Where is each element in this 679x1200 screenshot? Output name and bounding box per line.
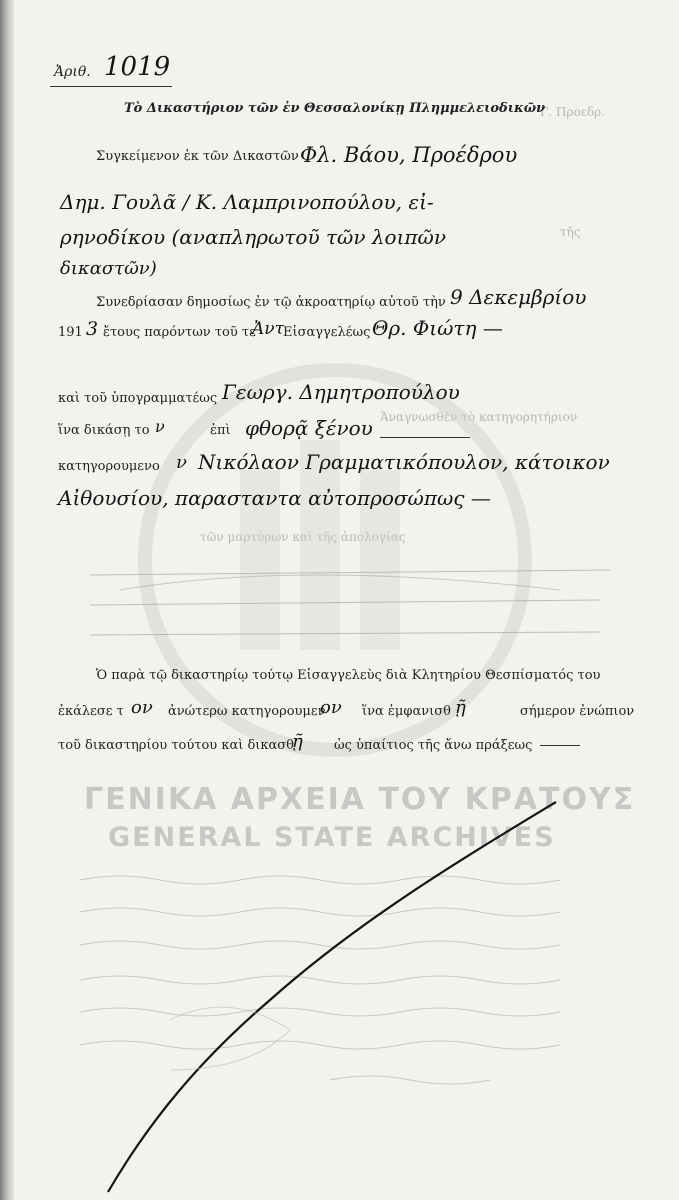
summons-line-3-a: τοῦ δικαστηρίου τούτου καὶ δικασθ [58,738,294,753]
summons-line-2-d: σήμερον ἐνώπιον [520,704,635,719]
summons-line-3-b: ὡς ὑπαίτιος τῆς ἄνω πράξεως [334,738,533,753]
summons-line-2-end-3: ῇ [455,697,466,718]
secretary-name: Γεωργ. Δημητροπούλου [222,380,460,404]
judge-line-2: Δημ. Γουλᾶ / Κ. Λαμπρινοπούλου, εἰ- [60,190,434,214]
year-prefix: 191 [58,325,83,340]
bleed-through: τῶν μαρτύρων καὶ τῆς ἀπολογίας [200,530,406,544]
summons-line-2-a: ἐκάλεσε τ [58,704,124,719]
accused-name-2: Αἰθουσίου, παρασταντα αὐτοπροσώπως — [58,486,491,510]
number-label: Ἀριθ. [54,64,91,80]
composed-label: Συγκείμενον ἐκ τῶν Δικαστῶν [96,149,299,164]
bleed-through: Ἀναγνωσθὲν τὸ κατηγορητήριον [380,410,578,424]
summons-line-2-c: ἵνα ἐμφανισθ [362,704,451,719]
charge: φθορᾷ ξένου [245,416,373,440]
prosecutor-name: Θρ. Φιώτη — [372,316,503,340]
prosecutor-prefix: Ἀντ [252,319,285,339]
sat-date: 9 Δεκεμβρίου [450,285,587,309]
accused-ending: ν [176,452,187,473]
summons-line-3-end: ῇ [292,731,303,752]
judge-line-4: δικαστῶν) [60,258,157,279]
watermark-english: GENERAL STATE ARCHIVES [108,822,556,853]
year-text: ἔτους παρόντων τοῦ τε [103,325,256,340]
summons-line-2-end-1: ον [131,697,153,718]
summons-line-1: Ὁ παρὰ τῷ δικαστηρίῳ τούτῳ Εἰσαγγελεὺς διὰ Κλητηρίου Θεσπίσματός του [96,668,601,683]
court-title: Τὸ Δικαστήριον τῶν ἐν Θεσσαλονίκῃ Πλημμελειοδικῶν [124,101,546,116]
summons-line-2-end-2: ον [320,697,342,718]
summons-line-2-b: ἀνώτερω κατηγορουμεν [168,704,326,719]
judge-label: ἵνα δικάσῃ το [58,423,150,438]
judge-ending: ν [155,417,165,436]
judge-line-1: Φλ. Βάου, Προέδρου [300,143,518,167]
bleed-through: Γ. Προεδρ. [540,105,606,119]
secretary-label: καὶ τοῦ ὑπογραμματέως [58,391,218,406]
bleed-through: τῆς [560,225,581,239]
watermark-greek: ΓΕΝΙΚΑ ΑΡΧΕΙΑ ΤΟΥ ΚΡΑΤΟΥΣ [84,782,636,817]
accused-name: Νικόλαον Γραμματικόπουλον, κάτοικον [198,450,610,474]
accused-label: κατηγορουμενο [58,459,160,474]
sat-label: Συνεδρίασαν δημοσίως ἐν τῷ ἀκροατηρίῳ αὐτοῦ τὴν [96,295,446,310]
judge-line-3: ρηνοδίκου (αναπληρωτοῦ τῶν λοιπῶν [60,225,447,249]
prosecutor-label: Εἰσαγγελέως [283,325,371,340]
year-digit: 3 [86,318,99,340]
number-value: 1019 [104,52,171,82]
judge-on: ἐπὶ [210,423,231,438]
